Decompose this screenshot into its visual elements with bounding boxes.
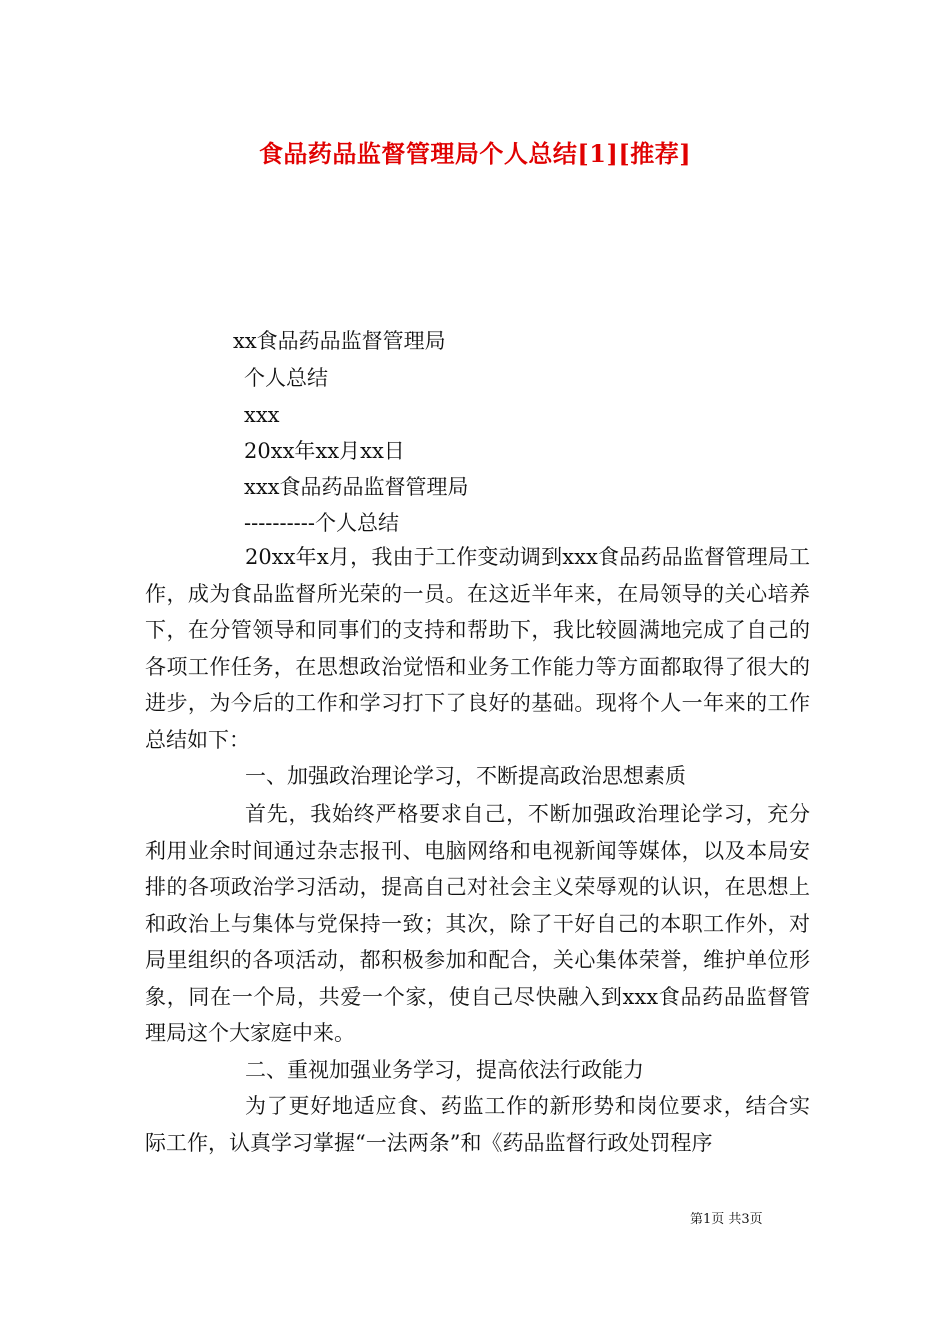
- paragraph-section-2: 为了更好地适应食、药监工作的新形势和岗位要求，结合实际工作，认真学习掌握“一法两条”和《药品监督行政处罚程序: [145, 1094, 810, 1155]
- section-heading-1: 一、加强政治理论学习，不断提高政治思想素质: [245, 764, 686, 788]
- cover-divider-title: ----------个人总结: [244, 511, 399, 535]
- section-heading-2: 二、重视加强业务学习，提高依法行政能力: [245, 1058, 644, 1082]
- document-title: 食品药品监督管理局个人总结[1][推荐]: [258, 139, 692, 168]
- cover-subtitle: 个人总结: [244, 366, 328, 390]
- paragraph-section-1: 首先，我始终严格要求自己，不断加强政治理论学习，充分利用业余时间通过杂志报刊、电脑网络和电视新闻等媒体，以及本局安排的各项政治学习活动，提高自己对社会主义荣辱观的认识，在思想上和政治上与集体与党保持一致；其次，除了干好自己的本职工作外，对局里组织的各项活动，都积极参加和配合，关心集体荣誉，维护单位形象，同在一个局，共爱一个家，使自己尽快融入到xxx食品药品监督管理局这个大家庭中来。: [145, 802, 810, 1045]
- cover-org-line-2: xxx食品药品监督管理局: [244, 475, 469, 499]
- cover-org-line: xx食品药品监督管理局: [233, 329, 446, 353]
- page-footer: 第1页 共3页: [690, 1212, 763, 1227]
- cover-author: xxx: [244, 403, 280, 427]
- cover-date: 20xx年xx月xx日: [244, 439, 405, 463]
- paragraph-intro: 20xx年x月，我由于工作变动调到xxx食品药品监督管理局工作，成为食品监督所光荣的一员。在这近半年来，在局领导的关心培养下，在分管领导和同事们的支持和帮助下，我比较圆满地完成了自己的各项工作任务，在思想政治觉悟和业务工作能力等方面都取得了很大的进步，为今后的工作和学习打下了良好的基础。现将个人一年来的工作总结如下：: [145, 545, 810, 752]
